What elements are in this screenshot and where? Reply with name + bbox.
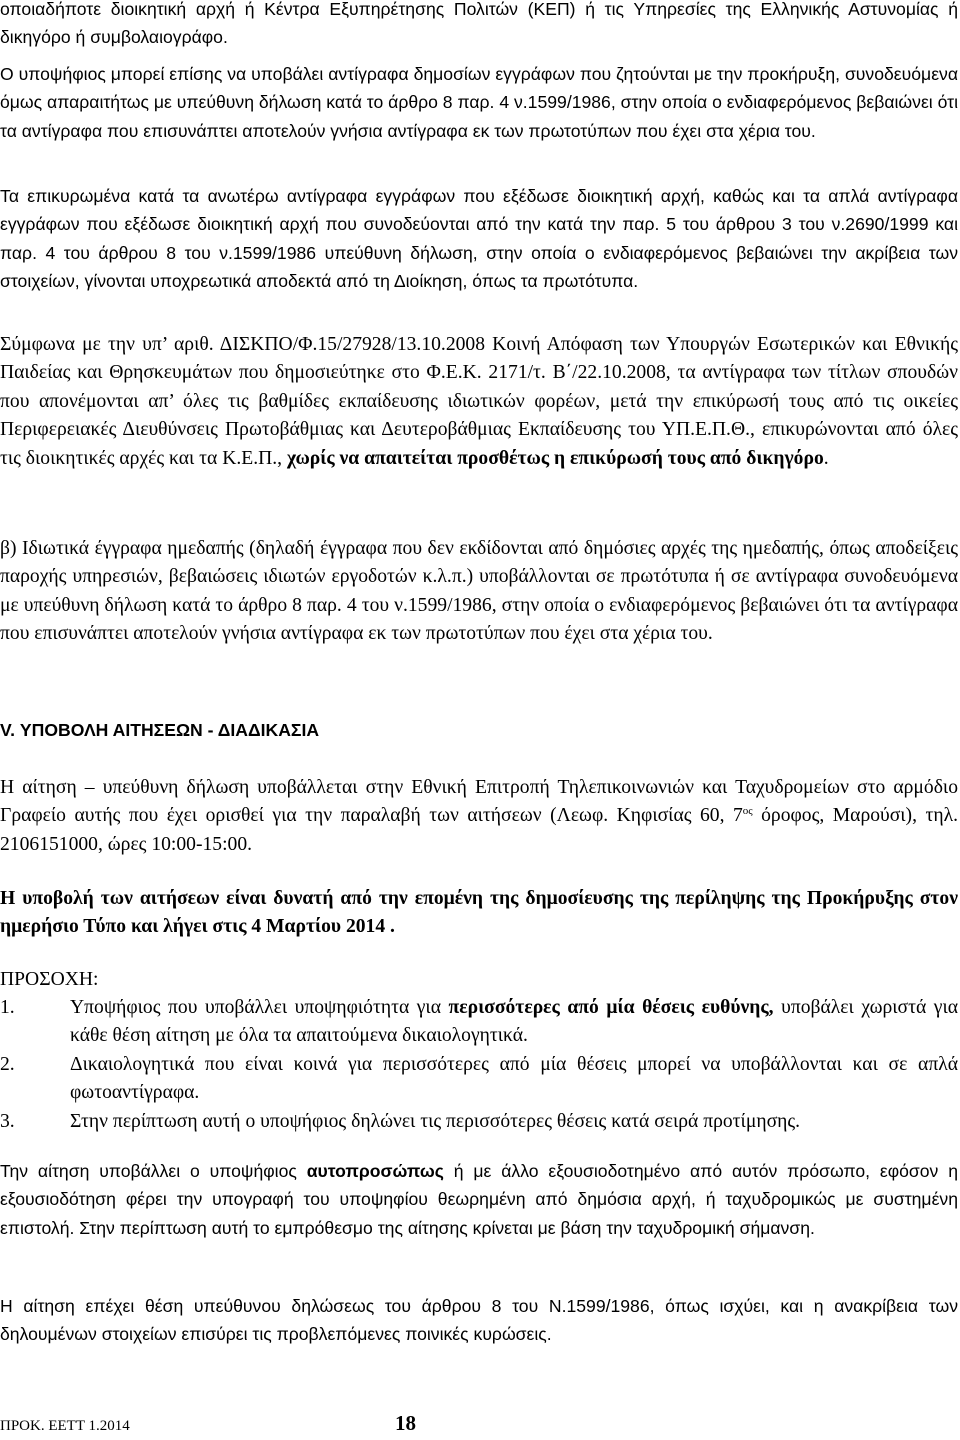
attention-title: ΠΡΟΣΟΧΗ: bbox=[0, 969, 99, 990]
personal-submission-rest: ή με άλλο εξουσιοδοτημένο από αυτόν πρόσωπο, εφόσον η εξουσιοδότηση φέρει την υπογραφή του υποψηφίου θεωρημένη από δημόσια αρχή, ή ταχυδρομικώς με συστημένη επιστολή. Στην περίπτωση αυτή το εμπρόθεσμο της αίτησης κρίνεται με βάση την ταχυδρομική σήμανση. bbox=[0, 1161, 958, 1238]
joint-decision-end: . bbox=[823, 447, 829, 469]
paragraph-declaration-validity: Η αίτηση επέχει θέση υπεύθυνου δηλώσεως του άρθρου 8 του Ν.1599/1986, όπως ισχύει, και η ανακρίβεια των δηλουμένων στοιχείων επισύρει τις προβλεπόμενες ποινικές κυρώσεις. bbox=[0, 1296, 958, 1345]
floor-suffix: ος bbox=[742, 805, 753, 818]
list-item bbox=[0, 994, 958, 1051]
attention-list bbox=[0, 994, 958, 1136]
joint-decision-bold: χωρίς να απαιτείται προσθέτως η επικύρωσή τους από δικηγόρο bbox=[286, 447, 824, 469]
footer-reference: ΠΡΟΚ. ΕΕΤΤ 1.2014 bbox=[0, 1418, 130, 1434]
paragraph-intro-continuation: οποιαδήποτε διοικητική αρχή ή Κέντρα Εξυπηρέτησης Πολιτών (ΚΕΠ) ή τις Υπηρεσίες της Ελληνικής Αστυνομίας ή δικηγόρο ή συμβολαιογράφο. bbox=[0, 0, 958, 48]
list-item bbox=[0, 1108, 958, 1136]
paragraph-copies-declaration: Ο υποψήφιος μπορεί επίσης να υποβάλει αντίγραφα δημοσίων εγγράφων που ζητούνται με την προκήρυξη, συνοδευόμενα όμως απαραιτήτως με υπεύθυνη δήλωση κατά το άρθρο 8 παρ. 4 ν.1599/1986, στην οποία ο ενδιαφερόμενος βεβαιώνει ότι τα αντίγραφα που επισυνάπτει αποτελούν γνήσια αντίγραφα εκ των πρωτοτύπων που έχει στα χέρια του. bbox=[0, 64, 958, 141]
list-item bbox=[0, 1051, 958, 1108]
joint-decision-text: Σύμφωνα με την υπ’ αριθ. ΔΙΣΚΠΟ/Φ.15/27928/13.10.2008 Κοινή Απόφαση των Υπουργών Εσωτερικών και Εθνικής Παιδείας και Θρησκευμάτων που δημοσιεύτηκε στο Φ.Ε.Κ. 2171/τ. Β΄/22.10.2008, τα αντίγραφα των τίτλων σπουδών που απονέμονται απ’ όλες τις βαθμίδες εκπαίδευσης ιδιωτικών φορέων, μετά την επικύρωσή τους από τις οικείες Περιφερειακές Διευθύνσεις Πρωτοβάθμιας και Δευτεροβάθμιας Εκπαίδευσης του ΥΠ.Ε.Π.Θ., επικυρώνονται από όλες τις διοικητικές αρχές και τα Κ.Ε.Π., bbox=[0, 334, 958, 469]
submission-office-text: Η αίτηση – υπεύθυνη δήλωση υποβάλλεται στην Εθνική Επιτροπή Τηλεπικοινωνιών και Ταχυδρομείων στο αρμόδιο Γραφείο αυτής που έχει ορισθεί για την παραλαβή των αιτήσεων (Λεωφ. Κηφισίας 60, 7 bbox=[0, 777, 958, 827]
list-item-number: 3. bbox=[0, 1111, 15, 1132]
list-item-text bbox=[70, 994, 958, 1051]
paragraph-personal-submission bbox=[0, 1157, 958, 1242]
personal-submission-text: Την αίτηση υποβάλλει ο υποψήφιος bbox=[0, 1161, 307, 1181]
paragraph-private-documents: β) Ιδιωτικά έγγραφα ημεδαπής (δηλαδή έγγραφα που δεν εκδίδονται από δημόσιες αρχές της ημεδαπής, όπως αποδείξεις παροχής υπηρεσιών, βεβαιώσεις ιδιωτών εργοδοτών κ.λ.π.) υποβάλλονται σε πρωτότυπα ή σε αντίγραφα συνοδευόμενα με υπεύθυνη δήλωση κατά το άρθρο 8 παρ. 4 του ν.1599/1986, στην οποία ο ενδιαφερόμενος βεβαιώνει ότι τα αντίγραφα που επισυνάπτει αποτελούν γνήσια αντίγραφα εκ των πρωτοτύπων που έχει στα χέρια του. bbox=[0, 538, 958, 645]
list-item-text-a: Υποψήφιος που υποβάλλει υποψηφιότητα για bbox=[70, 997, 449, 1018]
paragraph-certified-copies: Τα επικυρωμένα κατά τα ανωτέρω αντίγραφα εγγράφων που εξέδωσε διοικητική αρχή, καθώς και τα απλά αντίγραφα εγγράφων που εξέδωσε διοικητική αρχή που συνοδεύονται από την κατά την παρ. 5 του άρθρου 3 του ν.2690/1999 και παρ. 4 του άρθρου 8 του ν.1599/1986 υπεύθυνη δήλωση, στην οποία ο ενδιαφερόμενος βεβαιώνει την ακρίβεια των στοιχείων, γίνονται υποχρεωτικά αποδεκτά από τη Διοίκηση, όπως τα πρωτότυπα. bbox=[0, 186, 958, 292]
submission-office-hours: όροφος, Μαρούσι), τηλ. 2106151000, ώρες 10:00-15:00. bbox=[0, 805, 958, 855]
personal-submission-bold: αυτοπροσώπως bbox=[306, 1161, 444, 1181]
paragraph-submission-office bbox=[0, 774, 958, 859]
page-number: 18 bbox=[395, 1411, 416, 1435]
list-item-text: Δικαιολογητικά που είναι κοινά για περισσότερες από μία θέσεις μπορεί να υποβάλλονται και σε απλά φωτοαντίγραφα. bbox=[70, 1054, 958, 1104]
paragraph-joint-decision bbox=[0, 331, 958, 473]
list-item-text-b: υποβάλει χωριστά για κάθε θέση αίτηση με όλα τα απαιτούμενα δικαιολογητικά. bbox=[70, 997, 958, 1047]
paragraph-submission-deadline: Η υποβολή των αιτήσεων είναι δυνατή από την επομένη της δημοσίευσης της περίληψης της Προκήρυξης στον ημερήσιο Τύπο και λήγει στις 4 Μαρτίου 2014 . bbox=[0, 888, 958, 938]
list-item-number: 1. bbox=[0, 997, 15, 1018]
section-heading: V. ΥΠΟΒΟΛΗ ΑΙΤΗΣΕΩΝ - ΔΙΑΔΙΚΑΣΙΑ bbox=[0, 720, 320, 740]
list-item-number: 2. bbox=[0, 1054, 15, 1075]
list-item-text: Στην περίπτωση αυτή ο υποψήφιος δηλώνει τις περισσότερες θέσεις κατά σειρά προτίμησης. bbox=[70, 1111, 801, 1132]
list-item-text-bold: περισσότερες από μία θέσεις ευθύνης, bbox=[448, 997, 774, 1018]
